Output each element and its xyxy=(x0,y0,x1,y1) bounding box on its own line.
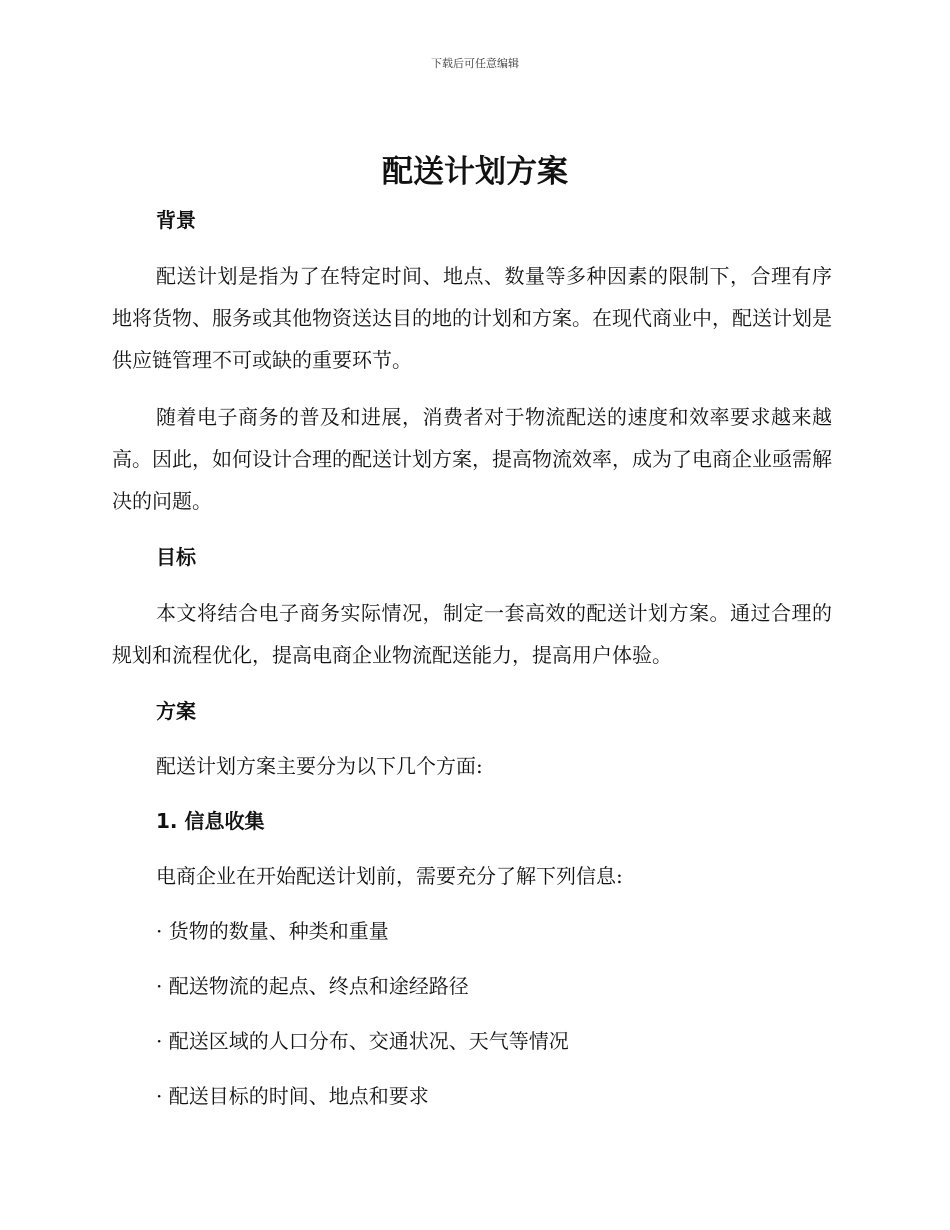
document-title: 配送计划方案 xyxy=(382,154,568,190)
section-heading-background: 背景 xyxy=(156,208,196,232)
page-header-note: 下载后可任意编辑 xyxy=(431,57,519,70)
paragraph-background-1: 配送计划是指为了在特定时间、地点、数量等多种因素的限制下，合理有序地将货物、服务或其他物资送达目的地的计划和方案。在现代商业中，配送计划是供应链管理不可或缺的重要环节。 xyxy=(112,264,832,372)
bullet-item: · 货物的数量、种类和重量 xyxy=(156,919,389,943)
paragraph-goal: 本文将结合电子商务实际情况，制定一套高效的配送计划方案。通过合理的规划和流程优化，提高电商企业物流配送能力，提高用户体验。 xyxy=(112,601,832,667)
subsection-heading-info-collection: 1. 信息收集 xyxy=(156,809,265,833)
section-heading-goal: 目标 xyxy=(156,545,196,569)
paragraph-background-2: 随着电子商务的普及和进展，消费者对于物流配送的速度和效率要求越来越高。因此，如何设计合理的配送计划方案，提高物流效率，成为了电商企业亟需解决的问题。 xyxy=(112,405,832,513)
paragraph-plan-intro: 配送计划方案主要分为以下几个方面: xyxy=(156,754,483,778)
bullet-item: · 配送物流的起点、终点和途经路径 xyxy=(156,974,469,998)
document-body xyxy=(112,200,832,1116)
paragraph-info-intro: 电商企业在开始配送计划前，需要充分了解下列信息: xyxy=(156,864,623,888)
bullet-item: · 配送区域的人口分布、交通状况、天气等情况 xyxy=(156,1029,569,1053)
section-heading-plan: 方案 xyxy=(156,699,196,723)
bullet-item: · 配送目标的时间、地点和要求 xyxy=(156,1084,429,1108)
